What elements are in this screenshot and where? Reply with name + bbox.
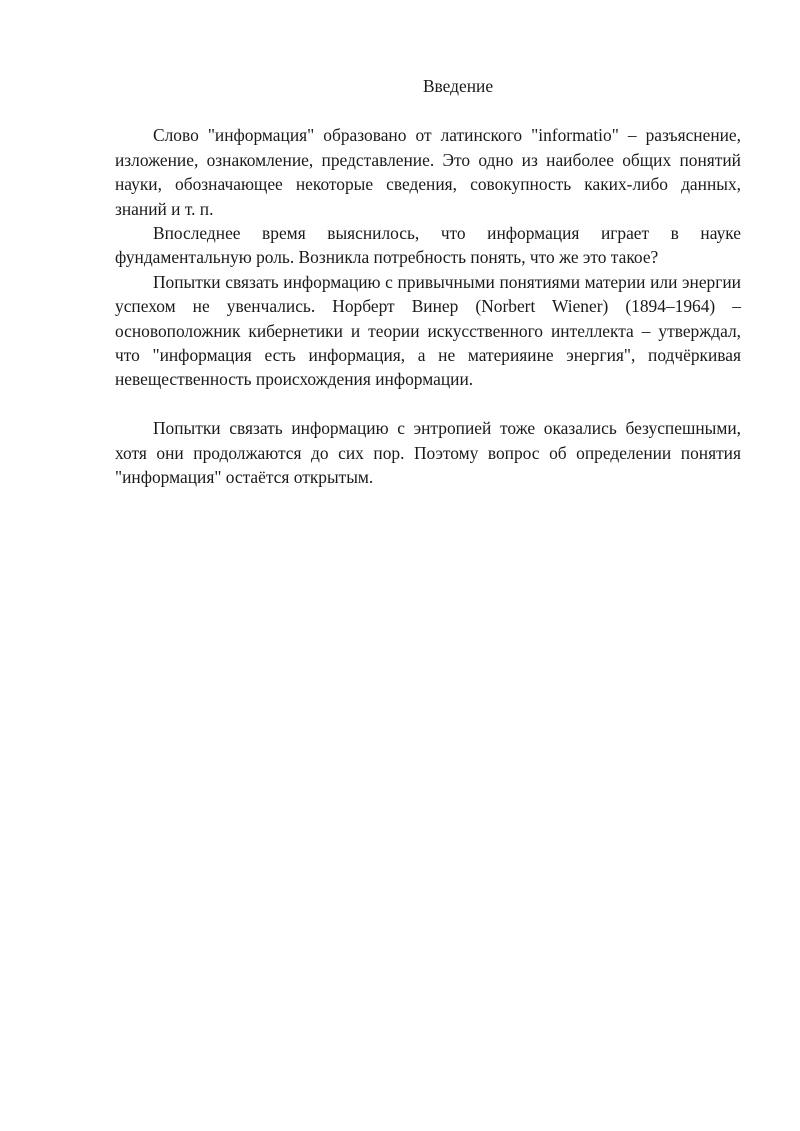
paragraph-3: Попытки связать информацию с привычными понятиями материи или энергии успехом не увенчались. Норберт Винер (Norbert Wiener) (1894–1964) – основоположник кибернетики и теории искусственного интеллекта – утверждал, что "информация есть информация, а не материяине энергия", подчёркивая невещественность происхождения информации. <box>115 271 741 390</box>
document-body <box>115 74 741 489</box>
paragraph-2: Впоследнее время выяснилось, что информация играет в науке фундаментальную роль. Возникла потребность понять, что же это такое? <box>115 223 741 268</box>
paragraph-1: Слово "информация" образовано от латинского "informatio" – разъяснение, изложение, ознакомление, представление. Это одно из наиболее общих понятий науки, обозначающее некоторые сведения, совокупность каких-либо данных, знаний и т. п. <box>115 125 741 219</box>
document-title: Введение <box>422 76 494 96</box>
paragraph-spacer <box>115 392 741 416</box>
paragraph-4: Попытки связать информацию с энтропией тоже оказались безуспешными, хотя они продолжаются до сих пор. Поэтому вопрос об определении понятия "информация" остаётся открытым. <box>115 418 741 488</box>
